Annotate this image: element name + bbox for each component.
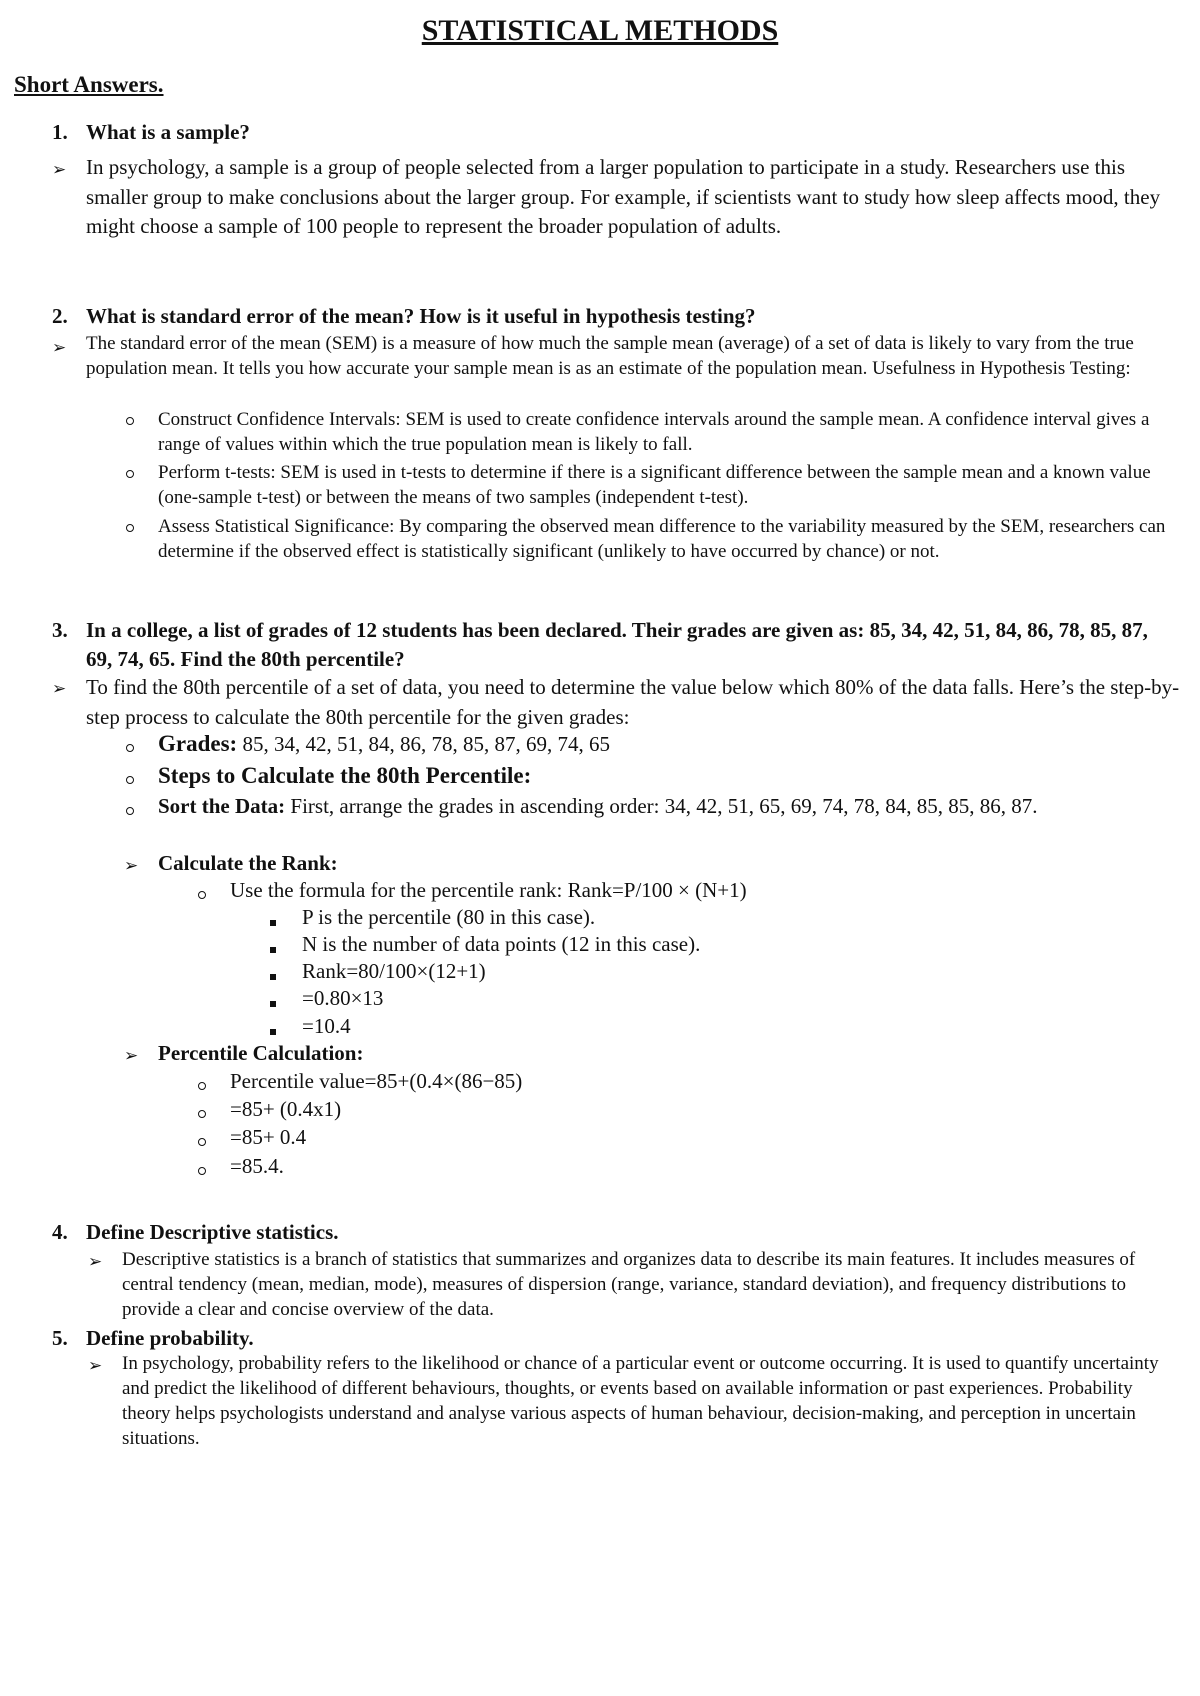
rank-item-3: Rank=80/100×(12+1) [302, 959, 486, 983]
sem-point-3: Assess Statistical Significance: By comparing the observed mean difference to the variability measured by the SEM, researchers can determine if the observed effect is statistically significant (unlikely to have occurred by chance) or not. [158, 516, 1166, 562]
square-bullet-icon [270, 974, 276, 980]
circle-bullet-icon [126, 776, 134, 784]
circle-bullet-icon [126, 807, 134, 815]
question-text: In a college, a list of grades of 12 students has been declared. Their grades are given as: 85, 34, 42, 51, 84, 86, 78, 85, 87, 69, 74, 65. Find the 80th percentile? [86, 618, 1148, 671]
question-number: 1. [52, 120, 68, 144]
question-number: 4. [52, 1220, 68, 1244]
rank-item-2: N is the number of data points (12 in this case). [302, 932, 701, 956]
answer-4: Descriptive statistics is a branch of statistics that summarizes and organizes data to describe its main features. It includes measures of central tendency (mean, median, mode), measures of dispersion (range, variance, standard deviation), and frequency distributions to provide a clear and concise overview of the data. [122, 1249, 1136, 1320]
rank-item-5: =10.4 [302, 1014, 351, 1038]
sort-label: Sort the Data: [158, 794, 286, 818]
circle-bullet-icon [198, 1167, 206, 1175]
rank-heading: Calculate the Rank: [158, 851, 338, 875]
circle-bullet-icon [198, 891, 206, 899]
square-bullet-icon [270, 920, 276, 926]
answer-1: In psychology, a sample is a group of people selected from a larger population to participate in a study. Researchers use this smaller group to make conclusions about the larger group. For example, if scientists want to study how sleep affects mood, they might choose a sample of 100 people to represent the broader population of adults. [86, 155, 1161, 238]
question-number: 3. [52, 618, 68, 642]
calc-heading: Percentile Calculation: [158, 1041, 364, 1065]
steps-heading: Steps to Calculate the 80th Percentile: [158, 763, 532, 788]
circle-bullet-icon [126, 470, 134, 478]
sort-text: First, arrange the grades in ascending order: 34, 42, 51, 65, 69, 74, 78, 84, 85, 85, 86, 87. [290, 794, 1038, 818]
arrow-bullet-icon: ➢ [124, 856, 139, 875]
grades-label: Grades: [158, 731, 238, 756]
document-title: STATISTICAL METHODS [421, 14, 779, 47]
question-4 [52, 1218, 1176, 1247]
question-number: 5. [52, 1326, 68, 1350]
grades-value: 85, 34, 42, 51, 84, 86, 78, 85, 87, 69, 74, 65 [242, 732, 610, 756]
square-bullet-icon [270, 1001, 276, 1007]
sem-point-1: Construct Confidence Intervals: SEM is used to create confidence intervals around the sample mean. A confidence interval gives a range of values within which the true population mean is likely to fall. [158, 409, 1150, 455]
square-bullet-icon [270, 1029, 276, 1035]
arrow-bullet-icon: ➢ [88, 1252, 103, 1271]
question-5 [52, 1324, 1176, 1353]
rank-item-1: P is the percentile (80 in this case). [302, 905, 596, 929]
arrow-bullet-icon: ➢ [52, 160, 67, 179]
question-text: Define probability. [86, 1326, 254, 1350]
calc-item-2: =85+ (0.4x1) [230, 1097, 342, 1121]
answer-2: The standard error of the mean (SEM) is a measure of how much the sample mean (average) of a set of data is likely to vary from the true population mean. It tells you how accurate your sample mean is as an estimate of the population mean. Usefulness in Hypothesis Testing: [86, 333, 1134, 379]
circle-bullet-icon [126, 417, 134, 425]
question-text: What is a sample? [86, 120, 250, 144]
arrow-bullet-icon: ➢ [52, 338, 67, 357]
circle-bullet-icon [198, 1082, 206, 1090]
circle-bullet-icon [198, 1138, 206, 1146]
question-3 [52, 616, 1176, 674]
arrow-bullet-icon: ➢ [124, 1046, 139, 1065]
square-bullet-icon [270, 947, 276, 953]
question-text: Define Descriptive statistics. [86, 1220, 339, 1244]
circle-bullet-icon [126, 524, 134, 532]
sem-point-2: Perform t-tests: SEM is used in t-tests to determine if there is a significant difference between the sample mean and a known value (one-sample t-test) or between the means of two samples (independent t-test). [158, 462, 1151, 508]
calc-item-1: Percentile value=85+(0.4×(86−85) [230, 1069, 523, 1093]
answer-5: In psychology, probability refers to the likelihood or chance of a particular event or outcome occurring. It is used to quantify uncertainty and predict the likelihood of different behaviours, thoughts, or events based on available information or past experiences. Probability theory helps psychologists understand and analyse various aspects of human behaviour, decision-making, and perception in uncertain situations. [122, 1353, 1159, 1449]
calc-item-4: =85.4. [230, 1154, 284, 1178]
circle-bullet-icon [126, 744, 134, 752]
grades-line [158, 730, 610, 758]
answer-3: To find the 80th percentile of a set of data, you need to determine the value below which 80% of the data falls. Here’s the step-by-step process to calculate the 80th percentile for the given grades: [86, 675, 1180, 729]
question-1 [52, 118, 1176, 147]
question-text: What is standard error of the mean? How is it useful in hypothesis testing? [86, 304, 756, 328]
arrow-bullet-icon: ➢ [52, 679, 67, 698]
calc-item-3: =85+ 0.4 [230, 1125, 307, 1149]
section-heading: Short Answers. [14, 72, 164, 97]
rank-formula: Use the formula for the percentile rank: Rank=P/100 × (N+1) [230, 878, 747, 902]
question-2 [52, 302, 1176, 331]
sort-line [158, 793, 1038, 820]
question-number: 2. [52, 304, 68, 328]
arrow-bullet-icon: ➢ [88, 1356, 103, 1375]
circle-bullet-icon [198, 1110, 206, 1118]
rank-item-4: =0.80×13 [302, 986, 384, 1010]
